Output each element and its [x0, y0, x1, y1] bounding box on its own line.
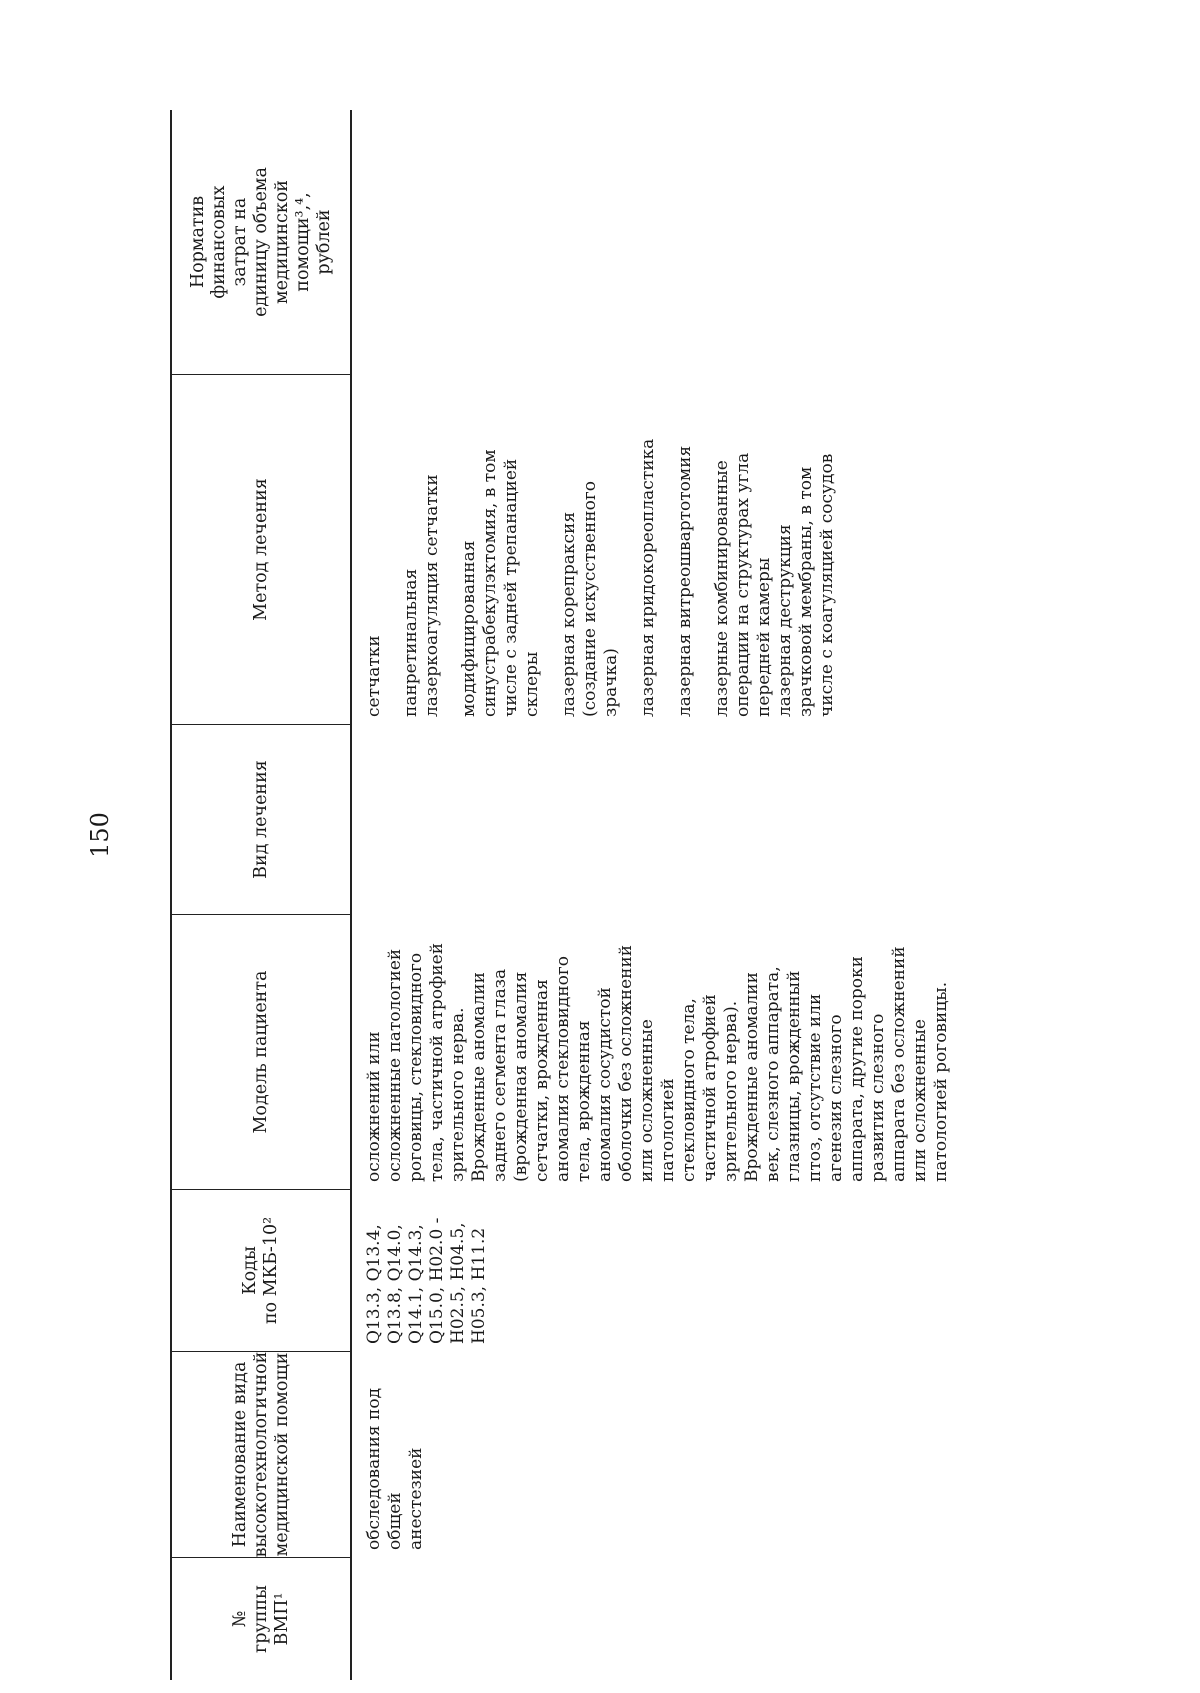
method-item: сетчатки: [364, 635, 384, 717]
cell-cost-standard: [352, 110, 1050, 375]
table-row: [352, 110, 1050, 1680]
rotated-table: [170, 110, 1050, 1680]
method-item: лазерные комбинированные операции на структурах угла передней камеры лазерная деструкция зрачковой мембраны, в том числе с коагуляцией сосудов: [712, 452, 837, 717]
method-item: модифицированная синустрабекулэктомия, в том числе с задней трепанацией склеры: [459, 449, 542, 717]
header-patient-model: Модель пациента: [172, 915, 350, 1190]
header-treatment-type: Вид лечения: [172, 725, 350, 915]
table-header: [170, 110, 352, 1680]
header-cost-standard: Норматив финансовых затрат на единицу объема медицинской помощи³,⁴, рублей: [172, 110, 350, 375]
cell-group-number: [352, 1558, 1050, 1680]
cell-treatment-methods: [352, 375, 1050, 725]
page-number: 150: [86, 812, 114, 858]
cell-care-type-name: обследования под общей анестезией: [364, 1387, 426, 1550]
cell-icd-codes: Q13.3, Q13.4, Q13.8, Q14.0, Q14.1, Q14.3, Q15.0, H02.0 - H02.5, H04.5, H05.3, H11.2: [364, 1217, 489, 1344]
method-item: лазерная корепраксия (создание искусственного зрачка): [559, 481, 621, 717]
header-treatment-method: Метод лечения: [172, 375, 350, 725]
method-item: лазерная витреошвартотомия: [675, 445, 695, 717]
header-icd-codes: Коды по МКБ-10²: [172, 1190, 350, 1352]
cell-treatment-type: [352, 725, 1050, 915]
header-group-number: № группы ВМП¹: [229, 1585, 292, 1653]
method-item: панретинальная лазеркоагуляция сетчатки: [401, 474, 442, 717]
cell-patient-model: осложнений или осложненные патологией роговицы, стекловидного тела, частичной атрофией зрительного нерва. Врожденные аномалии заднего сегмента глаза (врожденная аномалия сетчатки, врожденная аномалия стекловидного тела, врожденная аномалия сосудистой оболочки без осложнений или осложненные патологией стекловидного тела, частичной атрофией зрительного нерва). Врожденные аномалии век, слезного аппарата, глазницы, врожденный птоз, отсутствие или агенезия слезного аппарата, другие пороки развития слезного аппарата без осложнений или осложненные патологией роговицы.: [364, 942, 951, 1182]
method-item: лазерная иридокореопластика: [638, 438, 658, 717]
header-care-type-name: Наименование вида высокотехнологичной медицинской помощи: [172, 1352, 350, 1558]
